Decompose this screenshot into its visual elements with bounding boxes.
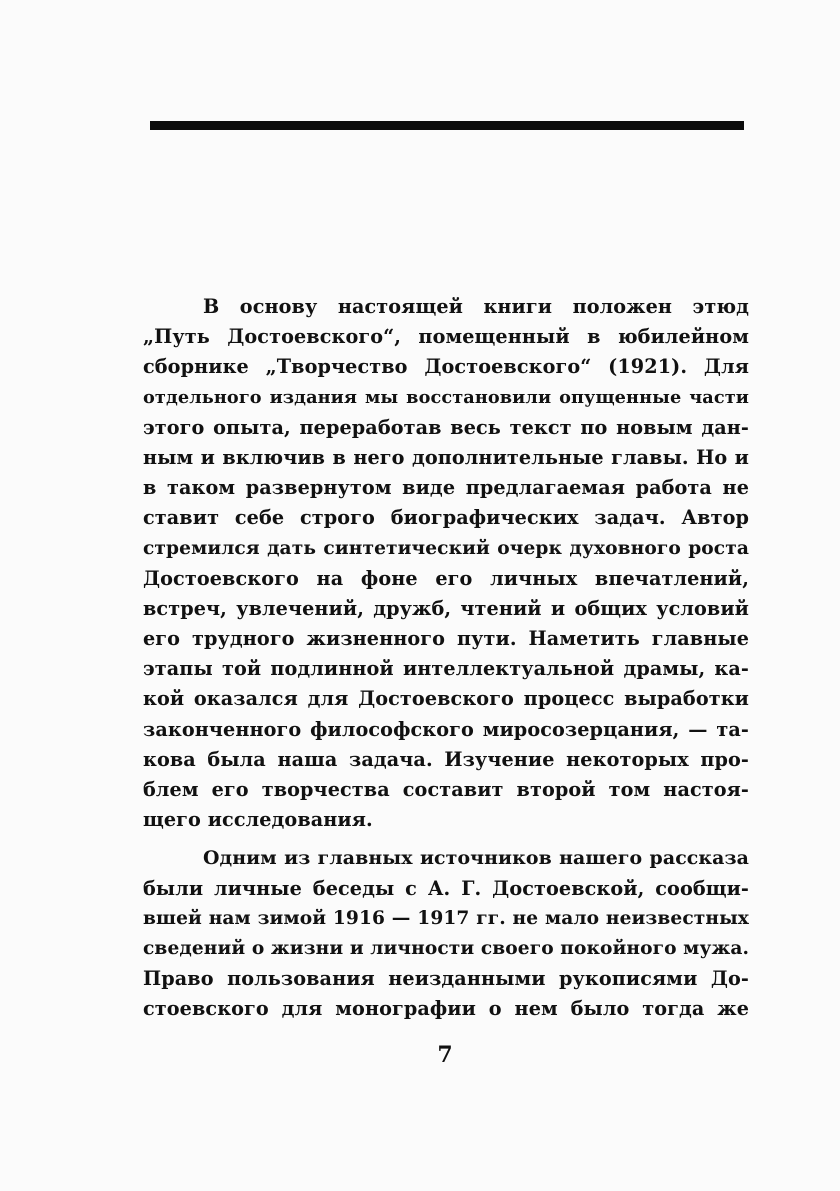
text-line: этого опыта, переработав весь текст по новым дан- <box>143 415 749 439</box>
text-line: кой оказался для Достоевского процесс выработки <box>143 687 749 711</box>
text-line: В основу настоящей книги положен этюд <box>203 295 749 318</box>
text-line: этапы той подлинной интеллектуальной драмы, ка- <box>143 657 749 681</box>
page-number: 7 <box>437 1042 453 1068</box>
text-line: его трудного жизненного пути. Наметить главные <box>143 627 749 651</box>
text-line: ным и включив в него дополнительные главы. Но и <box>143 445 749 469</box>
text-line: Право пользования неизданными рукописями До- <box>143 967 749 991</box>
text-line: стоевского для монографии о нем было тогда же <box>143 997 749 1021</box>
text-line: кова была наша задача. Изучение некоторых про- <box>143 747 749 771</box>
paragraph-1 <box>143 292 749 835</box>
text-line: сборнике „Творчество Достоевского“ (1921). Для <box>143 355 749 379</box>
text-line: щего исследования. <box>143 808 373 832</box>
text-line: стремился дать синтетический очерк духовного роста <box>143 537 749 559</box>
text-line: Одним из главных источников нашего рассказа <box>203 847 749 870</box>
header-rule <box>150 121 744 130</box>
text-line: ставит себе строго биографических задач. Автор <box>143 506 749 530</box>
text-line: Достоевского на фоне его личных впечатлений, <box>143 566 749 590</box>
text-line: „Путь Достоевского“, помещенный в юбилейном <box>143 325 749 349</box>
text-line: были личные беседы с А. Г. Достоевской, сообщи- <box>143 876 749 900</box>
paragraph-2 <box>143 843 749 1024</box>
text-line: законченного философского миросозерцания, — та- <box>143 717 749 741</box>
text-line: в таком развернутом виде предлагаемая работа не <box>143 476 749 500</box>
text-line: вшей нам зимой 1916 — 1917 гг. не мало неизвестных <box>143 907 749 929</box>
body-text <box>143 292 749 1025</box>
text-line: отдельного издания мы восстановили опущенные части <box>143 386 749 408</box>
text-line: блем его творчества составит второй том настоя- <box>143 778 749 801</box>
text-line: встреч, увлечений, дружб, чтений и общих условий <box>143 596 749 620</box>
text-line: сведений о жизни и личности своего покойного мужа. <box>143 937 749 959</box>
